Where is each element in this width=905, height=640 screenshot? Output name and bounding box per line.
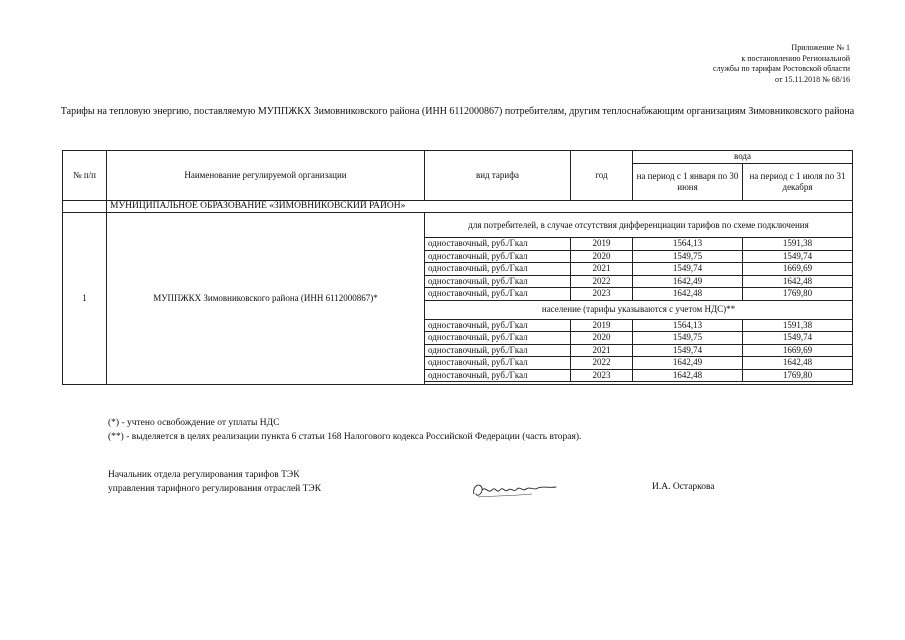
- tariff-value-h2: 1549,74: [743, 332, 853, 345]
- document-title: Тарифы на тепловую энергию, поставляемую МУППЖКХ Зимовниковского района (ИНН 6112000867) потребителям, другим теплоснабжающим организациям Зимовниковского района: [60, 106, 855, 117]
- organization-name: МУППЖКХ Зимовниковского района (ИНН 6112000867)*: [107, 213, 425, 385]
- position-line: управления тарифного регулирования отраслей ТЭК: [108, 484, 322, 494]
- tariff-value-h1: 1642,48: [633, 369, 743, 382]
- header-org: Наименование регулируемой организации: [107, 151, 425, 201]
- tariff-type: одноставочный, руб./Гкал: [425, 250, 571, 263]
- tariff-year: 2022: [571, 275, 633, 288]
- footnote: (*) - учтено освобождение от уплаты НДС: [108, 418, 280, 428]
- municipality-name: МУНИЦИПАЛЬНОЕ ОБРАЗОВАНИЕ «ЗИМОВНИКОВСКИЙ РАЙОН»: [107, 200, 853, 213]
- header-type: вид тарифа: [425, 151, 571, 201]
- section-title: население (тарифы указываются с учетом НДС)**: [425, 300, 853, 319]
- row-number: 1: [63, 213, 107, 385]
- empty-cell: [425, 382, 853, 385]
- header-row: [63, 151, 853, 164]
- footnotes: [108, 416, 581, 444]
- tariff-value-h1: 1642,49: [633, 357, 743, 370]
- tariff-value-h2: 1642,48: [743, 275, 853, 288]
- header-water: вода: [633, 151, 853, 164]
- signer-name: И.А. Остаркова: [652, 482, 715, 492]
- tariff-value-h2: 1769,80: [743, 369, 853, 382]
- tariff-value-h1: 1549,75: [633, 250, 743, 263]
- tariff-value-h2: 1642,48: [743, 357, 853, 370]
- tariff-table: [62, 150, 853, 385]
- tariff-type: одноставочный, руб./Гкал: [425, 357, 571, 370]
- tariff-year: 2020: [571, 250, 633, 263]
- appendix-line: от 15.11.2018 № 68/16: [775, 74, 850, 84]
- signer-position: [108, 468, 321, 496]
- tariff-type: одноставочный, руб./Гкал: [425, 369, 571, 382]
- tariff-value-h1: 1642,48: [633, 288, 743, 301]
- tariff-value-h2: 1669,69: [743, 263, 853, 276]
- tariff-value-h1: 1642,49: [633, 275, 743, 288]
- municipality-row: [63, 200, 853, 213]
- header-num: № п/п: [63, 151, 107, 201]
- tariff-year: 2019: [571, 238, 633, 251]
- tariff-value-h1: 1564,13: [633, 319, 743, 332]
- tariff-year: 2021: [571, 344, 633, 357]
- position-line: Начальник отдела регулирования тарифов ТЭК: [108, 470, 300, 480]
- tariff-type: одноставочный, руб./Гкал: [425, 288, 571, 301]
- handwritten-signature: [470, 478, 560, 502]
- appendix-line: Приложение № 1: [791, 43, 850, 52]
- empty-cell: [63, 200, 107, 213]
- tariff-value-h1: 1564,13: [633, 238, 743, 251]
- tariff-year: 2023: [571, 288, 633, 301]
- appendix-line: к постановлению Региональной: [741, 53, 850, 63]
- tariff-type: одноставочный, руб./Гкал: [425, 238, 571, 251]
- tariff-type: одноставочный, руб./Гкал: [425, 275, 571, 288]
- tariff-value-h1: 1549,74: [633, 263, 743, 276]
- section-title: для потребителей, в случае отсутствия дифференциации тарифов по схеме подключения: [425, 213, 853, 238]
- tariff-year: 2022: [571, 357, 633, 370]
- tariff-value-h1: 1549,75: [633, 332, 743, 345]
- appendix-header: [713, 43, 850, 85]
- appendix-line: службы по тарифам Ростовской области: [713, 64, 850, 73]
- tariff-value-h2: 1669,69: [743, 344, 853, 357]
- header-period-1: на период с 1 января по 30 июня: [633, 163, 743, 200]
- footnote: (**) - выделяется в целях реализации пункта 6 статьи 168 Налогового кодекса Российской Федерации (часть вторая).: [108, 432, 582, 442]
- tariff-value-h2: 1769,80: [743, 288, 853, 301]
- header-period-2: на период с 1 июля по 31 декабря: [743, 163, 853, 200]
- tariff-year: 2020: [571, 332, 633, 345]
- tariff-type: одноставочный, руб./Гкал: [425, 344, 571, 357]
- tariff-value-h2: 1591,38: [743, 238, 853, 251]
- header-year: год: [571, 151, 633, 201]
- tariff-type: одноставочный, руб./Гкал: [425, 263, 571, 276]
- tariff-value-h1: 1549,74: [633, 344, 743, 357]
- tariff-year: 2023: [571, 369, 633, 382]
- tariff-type: одноставочный, руб./Гкал: [425, 319, 571, 332]
- section-row: [63, 213, 853, 238]
- tariff-value-h2: 1549,74: [743, 250, 853, 263]
- tariff-type: одноставочный, руб./Гкал: [425, 332, 571, 345]
- tariff-year: 2019: [571, 319, 633, 332]
- tariff-value-h2: 1591,38: [743, 319, 853, 332]
- tariff-year: 2021: [571, 263, 633, 276]
